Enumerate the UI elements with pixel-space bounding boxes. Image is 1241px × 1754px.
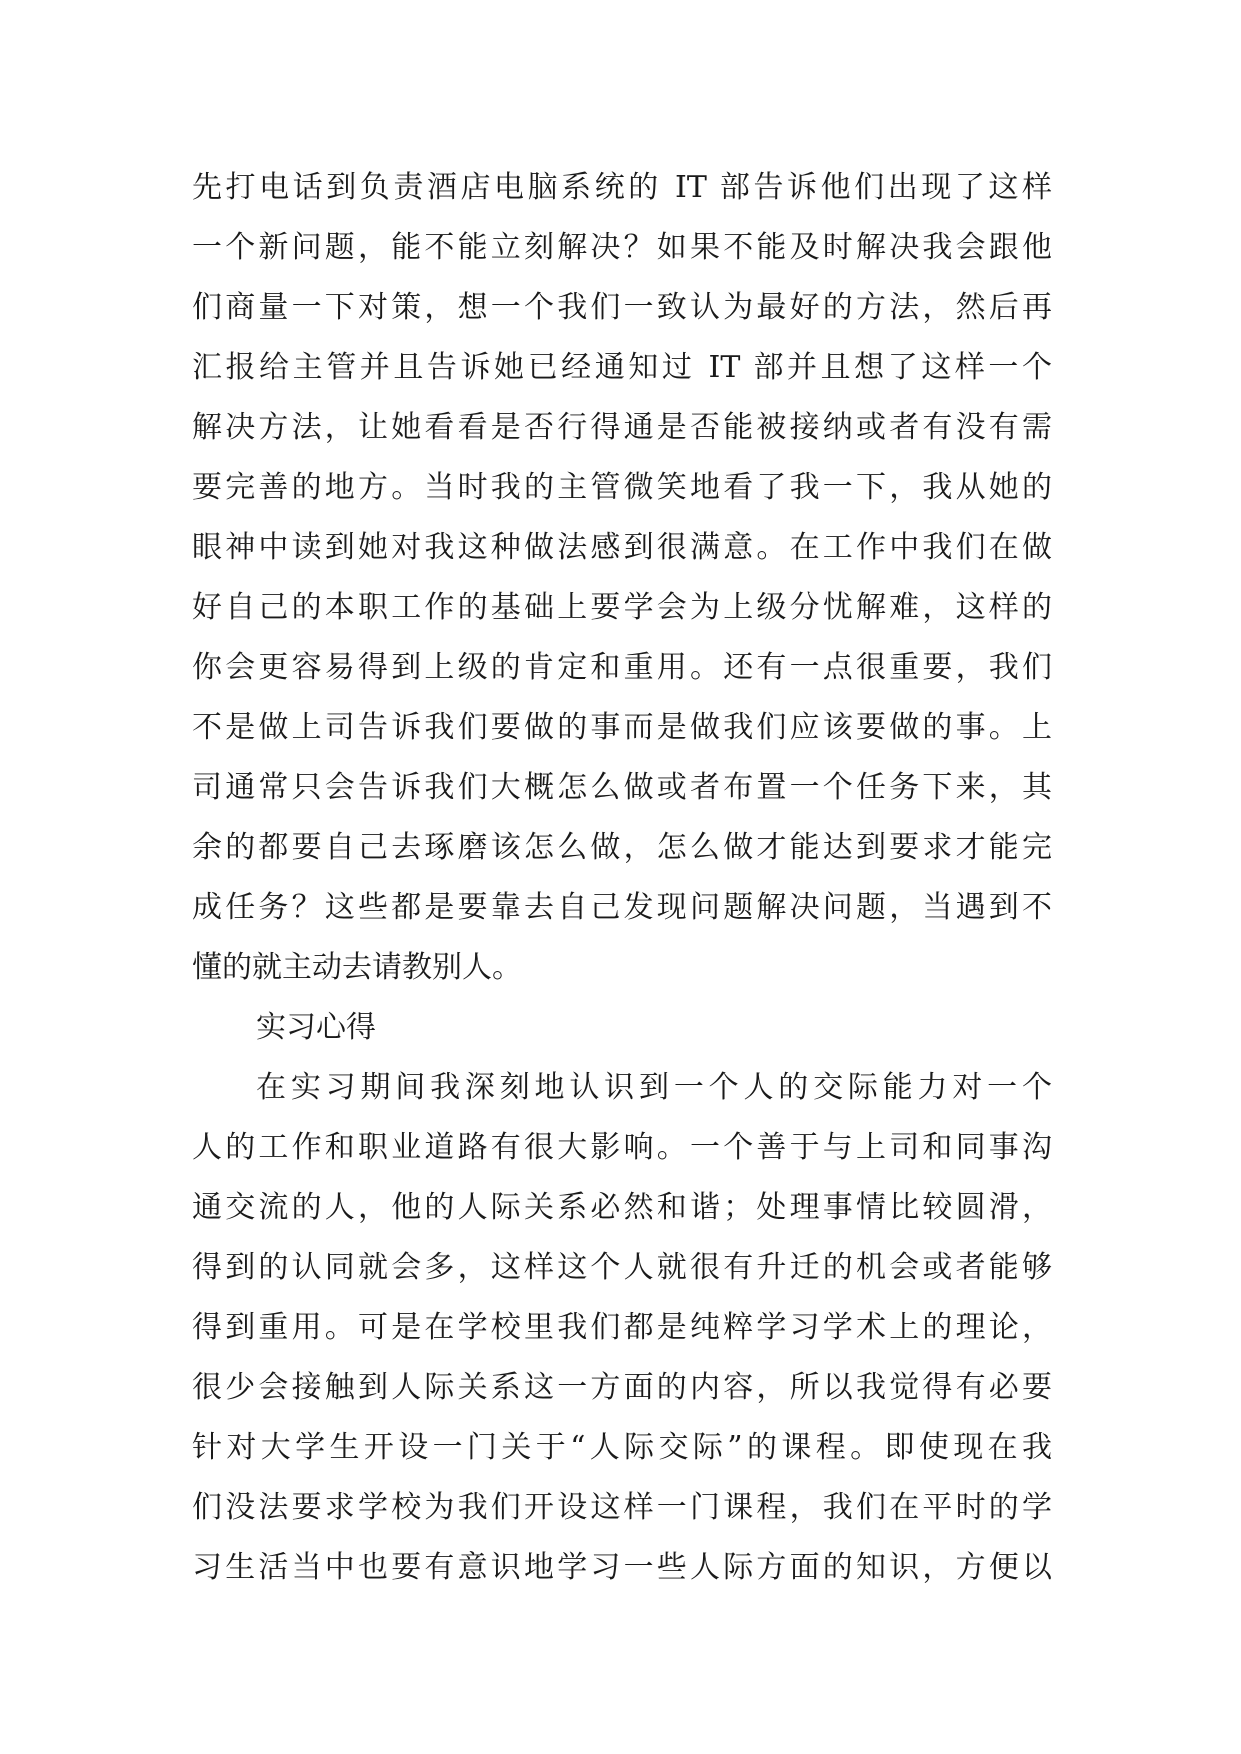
paragraph-internship: [192, 1058, 1052, 1598]
text-line: 人的工作和职业道路有很大影响。一个善于与上司和同事沟: [192, 1130, 1052, 1165]
text-line: 司通常只会告诉我们大概怎么做或者布置一个任务下来，其: [192, 770, 1052, 805]
text-line: 解决方法，让她看看是否行得通是否能被接纳或者有没有需: [192, 410, 1052, 445]
text-line: 你会更容易得到上级的肯定和重用。还有一点很重要，我们: [192, 650, 1052, 685]
text-line: 通交流的人，他的人际关系必然和谐；处理事情比较圆滑，: [192, 1190, 1052, 1225]
text-line: 汇报给主管并且告诉她已经通知过 IT 部并且想了这样一个: [192, 350, 1052, 385]
text-line: 懂的就主动去请教别人。: [192, 950, 522, 985]
text-line: 们没法要求学校为我们开设这样一门课程，我们在平时的学: [192, 1490, 1052, 1525]
text-line: 很少会接触到人际关系这一方面的内容，所以我觉得有必要: [192, 1370, 1052, 1405]
text-line: 不是做上司告诉我们要做的事而是做我们应该要做的事。上: [192, 710, 1052, 745]
text-line: 要完善的地方。当时我的主管微笑地看了我一下，我从她的: [192, 470, 1052, 505]
text-line: 一个新问题，能不能立刻解决？如果不能及时解决我会跟他: [192, 230, 1052, 265]
text-line: 得到的认同就会多，这样这个人就很有升迁的机会或者能够: [192, 1250, 1052, 1285]
text-line: 在实习期间我深刻地认识到一个人的交际能力对一个: [256, 1070, 1052, 1105]
text-line: 余的都要自己去琢磨该怎么做，怎么做才能达到要求才能完: [192, 830, 1052, 865]
text-line: 习生活当中也要有意识地学习一些人际方面的知识，方便以: [192, 1550, 1052, 1585]
text-line: 们商量一下对策，想一个我们一致认为最好的方法，然后再: [192, 290, 1052, 325]
text-line: 得到重用。可是在学校里我们都是纯粹学习学术上的理论，: [192, 1310, 1052, 1345]
text-line: 成任务？这些都是要靠去自己发现问题解决问题，当遇到不: [192, 890, 1052, 925]
text-line: 好自己的本职工作的基础上要学会为上级分忧解难，这样的: [192, 590, 1052, 625]
body-text: [192, 158, 1052, 1598]
section-heading: 实习心得: [256, 1010, 376, 1045]
paragraph-continued: [192, 158, 1052, 998]
text-line: 眼神中读到她对我这种做法感到很满意。在工作中我们在做: [192, 530, 1052, 565]
text-line: 针对大学生开设一门关于“人际交际”的课程。即使现在我: [192, 1430, 1052, 1465]
text-line: 先打电话到负责酒店电脑系统的 IT 部告诉他们出现了这样: [192, 170, 1052, 205]
